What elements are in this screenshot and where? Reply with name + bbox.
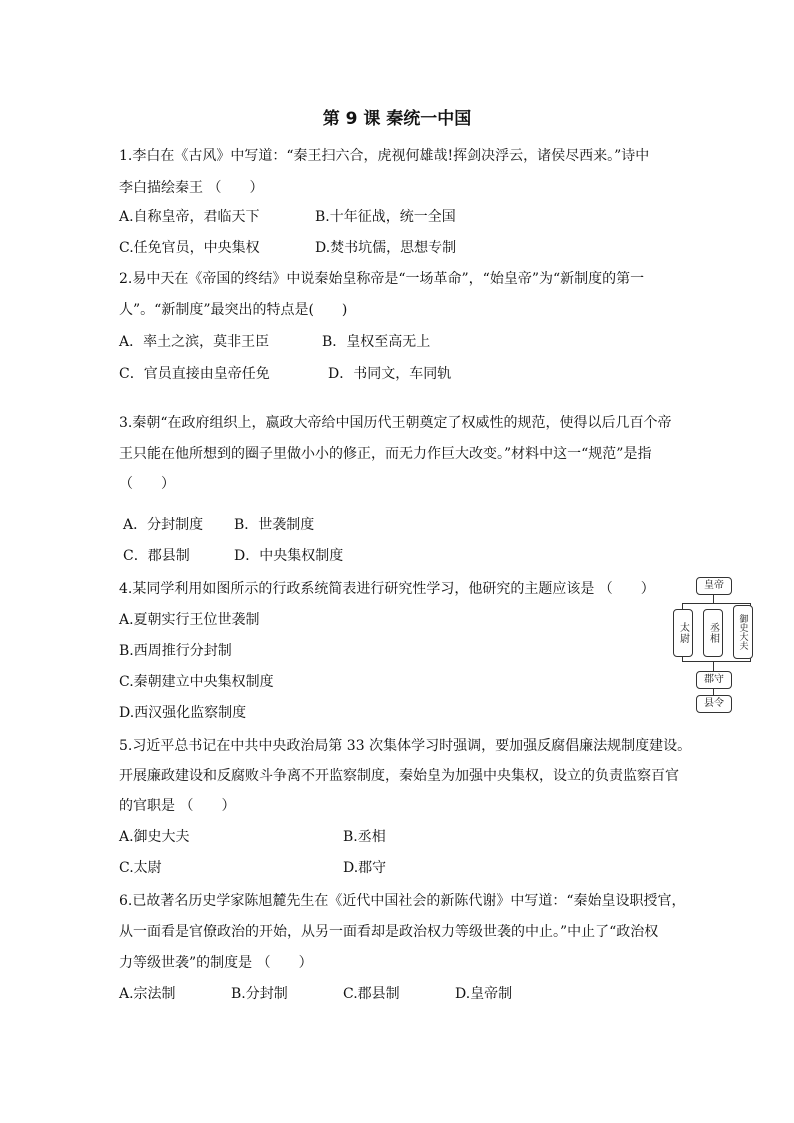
diagram-yushidafu-box: 御史大夫 bbox=[733, 605, 753, 659]
diagram-connector bbox=[713, 661, 714, 671]
q5-line-3: 的官职是 （ ） bbox=[119, 798, 236, 814]
q5-line-2: 开展廉政建设和反腐败斗争离不开监察制度，秦始皇为加强中央集权，设立的负责监察百官 bbox=[119, 768, 679, 784]
q5-option-c: C.太尉 bbox=[119, 860, 162, 876]
q2-option-c: C．官员直接由皇帝任免 bbox=[119, 366, 270, 382]
diagram-connector bbox=[682, 603, 750, 604]
q1-option-b: B.十年征战，统一全国 bbox=[315, 209, 456, 225]
q3-line-3: （ ） bbox=[119, 476, 175, 492]
diagram-connector bbox=[682, 661, 751, 662]
page-title: 第 9 课 秦统一中国 bbox=[322, 109, 472, 129]
diagram-connector bbox=[713, 595, 714, 603]
q6-line-2: 从一面看是官僚政治的开始，从另一面看却是政治权力等级世袭的中止。”中止了“政治权 bbox=[119, 924, 659, 940]
q2-line-1: 2.易中天在《帝国的终结》中说秦始皇称帝是“一场革命”，“始皇帝”为“新制度的第一 bbox=[119, 271, 645, 287]
q1-line-1: 1.李白在《古风》中写道：“秦王扫六合，虎视何雄哉!挥剑决浮云，诸侯尽西来。”诗中 bbox=[119, 148, 650, 164]
q5-option-d: D.郡守 bbox=[343, 860, 387, 876]
q3-option-c: C．郡县制 bbox=[123, 548, 190, 564]
q4-line-1: 4.某同学利用如图所示的行政系统简表进行研究性学习，他研究的主题应该是 （ ） bbox=[119, 581, 655, 597]
q2-option-a: A．率土之滨，莫非王臣 bbox=[119, 334, 270, 350]
q6-option-b: B.分封制 bbox=[231, 986, 288, 1002]
q4-option-c: C.秦朝建立中央集权制度 bbox=[119, 674, 274, 690]
q5-line-1: 5.习近平总书记在中共中央政治局第 33 次集体学习时强调，要加强反腐倡廉法规制度建设。 bbox=[119, 738, 692, 754]
q5-option-b: B.丞相 bbox=[343, 829, 386, 845]
q3-line-2: 王只能在他所想到的圈子里做小小的修正，而无力作巨大改变。”材料中这一“规范”是指 bbox=[119, 446, 652, 462]
q1-option-a: A.自称皇帝，君临天下 bbox=[119, 209, 260, 225]
q1-option-d: D.焚书坑儒，思想专制 bbox=[315, 240, 457, 256]
diagram-junshou-box: 郡守 bbox=[696, 671, 732, 689]
diagram-emperor-box: 皇帝 bbox=[696, 577, 732, 595]
diagram-chengxiang-box: 丞相 bbox=[703, 609, 723, 657]
q1-option-c: C.任免官员，中央集权 bbox=[119, 240, 260, 256]
q3-option-a: A．分封制度 bbox=[123, 517, 204, 533]
q3-option-b: B．世袭制度 bbox=[234, 517, 315, 533]
q2-option-d: D．书同文，车同轨 bbox=[328, 366, 452, 382]
q6-line-1: 6.已故著名历史学家陈旭麓先生在《近代中国社会的新陈代谢》中写道：“秦始皇设职授官， bbox=[119, 893, 686, 909]
q6-option-c: C.郡县制 bbox=[343, 986, 400, 1002]
q3-option-d: D．中央集权制度 bbox=[234, 548, 344, 564]
q5-option-a: A.御史大夫 bbox=[119, 829, 190, 845]
q2-option-b: B．皇权至高无上 bbox=[322, 334, 431, 350]
diagram-xianling-box: 县令 bbox=[696, 695, 732, 713]
q6-line-3: 力等级世袭”的制度是 （ ） bbox=[119, 955, 313, 971]
q6-option-d: D.皇帝制 bbox=[455, 986, 513, 1002]
q6-option-a: A.宗法制 bbox=[119, 986, 176, 1002]
q1-line-2: 李白描绘秦王 （ ） bbox=[119, 180, 264, 196]
q3-line-1: 3.秦朝“在政府组织上，嬴政大帝给中国历代王朝奠定了权威性的规范，使得以后几百个帝 bbox=[119, 415, 672, 431]
q4-option-b: B.西周推行分封制 bbox=[119, 643, 232, 659]
q2-line-2: 人”。“新制度”最突出的特点是( ) bbox=[119, 302, 348, 318]
administrative-system-diagram bbox=[672, 575, 784, 715]
q4-option-a: A.夏朝实行王位世袭制 bbox=[119, 612, 260, 628]
q4-option-d: D.西汉强化监察制度 bbox=[119, 705, 247, 721]
diagram-taiwei-box: 太尉 bbox=[673, 609, 693, 657]
